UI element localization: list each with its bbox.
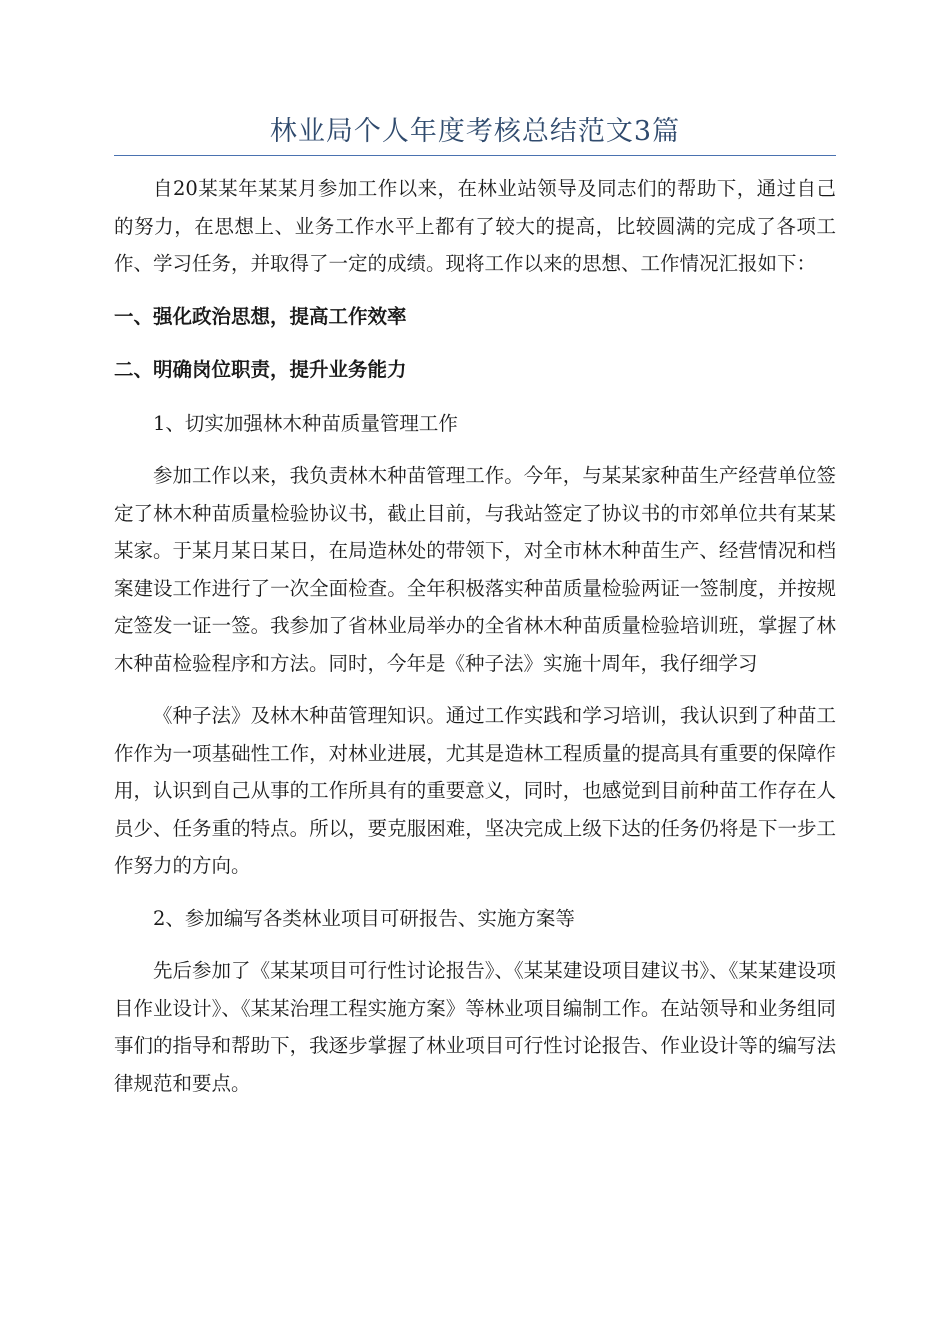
intro-paragraph: 自20某某年某某月参加工作以来，在林业站领导及同志们的帮助下，通过自己的努力，在思想上、业务工作水平上都有了较大的提高，比较圆满的完成了各项工作、学习任务，并取得了一定的成绩。现将工作以来的思想、工作情况汇报如下： — [114, 177, 836, 275]
subsection-heading-1: 1、切实加强林木种苗质量管理工作 — [153, 411, 458, 435]
body-paragraph-1: 参加工作以来，我负责林木种苗管理工作。今年，与某某家种苗生产经营单位签定了林木种苗质量检验协议书，截止目前，与我站签定了协议书的市郊单位共有某某某家。于某月某日某日，在局造林处的带领下，对全市林木种苗生产、经营情况和档案建设工作进行了一次全面检查。全年积极落实种苗质量检验两证一签制度，并按规定签发一证一签。我参加了省林业局举办的全省林木种苗质量检验培训班，掌握了林木种苗检验程序和方法。同时，今年是《种子法》实施十周年，我仔细学习 — [114, 464, 836, 675]
title-underline — [114, 155, 836, 156]
section-heading-2: 二、明确岗位职责，提升业务能力 — [114, 358, 407, 381]
subsection-heading-2: 2、参加编写各类林业项目可研报告、实施方案等 — [153, 906, 575, 930]
document-title: 林业局个人年度考核总结范文3篇 — [269, 116, 681, 147]
body-paragraph-2: 《种子法》及林木种苗管理知识。通过工作实践和学习培训，我认识到了种苗工作作为一项基础性工作，对林业进展，尤其是造林工程质量的提高具有重要的保障作用，认识到自己从事的工作所具有的重要意义，同时，也感觉到目前种苗工作存在人员少、任务重的特点。所以，要克服困难，坚决完成上级下达的任务仍将是下一步工作努力的方向。 — [114, 704, 836, 877]
document-body — [114, 170, 836, 1102]
body-paragraph-3: 先后参加了《某某项目可行性讨论报告》、《某某建设项目建议书》、《某某建设项目作业设计》、《某某治理工程实施方案》等林业项目编制工作。在站领导和业务组同事们的指导和帮助下，我逐步掌握了林业项目可行性讨论报告、作业设计等的编写法律规范和要点。 — [114, 959, 836, 1095]
section-heading-1: 一、强化政治思想，提高工作效率 — [114, 304, 407, 328]
